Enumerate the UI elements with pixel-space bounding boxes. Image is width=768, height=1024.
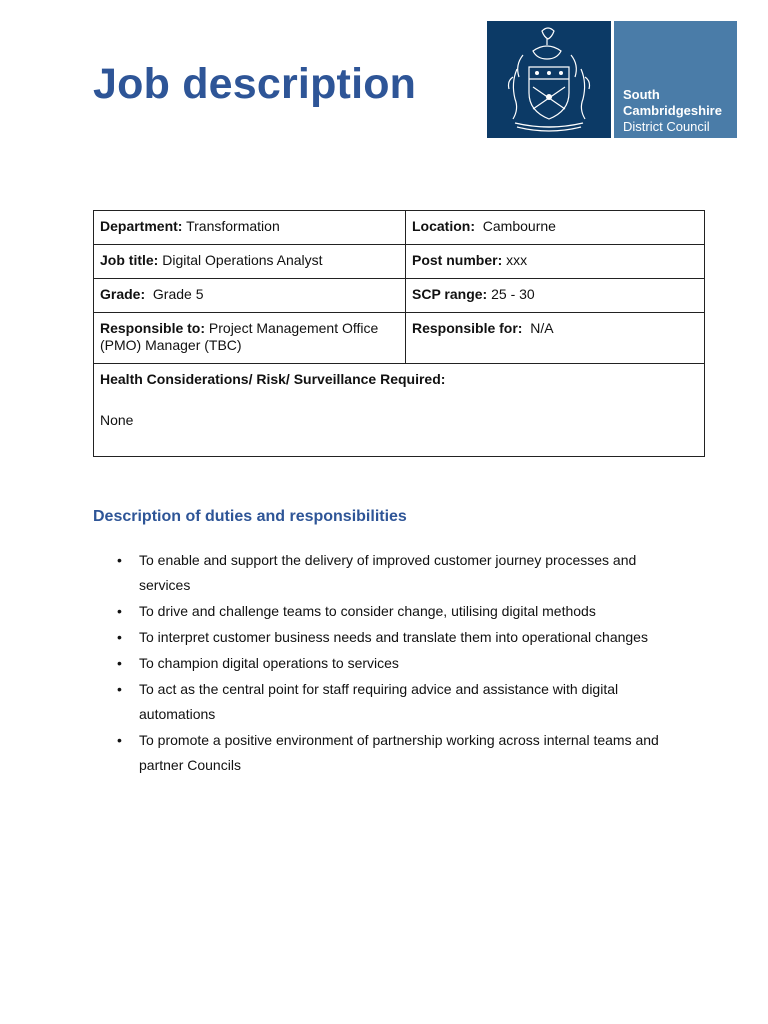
list-item: • To enable and support the delivery of improved customer journey processes and services <box>117 548 687 598</box>
list-item: • To interpret customer business needs and translate them into operational changes <box>117 625 687 650</box>
department-value: Transformation <box>186 218 280 234</box>
health-considerations-value: None <box>100 412 134 428</box>
council-name-line3: District Council <box>623 119 710 134</box>
location-cell <box>406 211 705 245</box>
council-crest-logo <box>487 21 611 138</box>
responsible-to-value: Project Management Office (PMO) Manager (TBC) <box>100 320 379 353</box>
post-number-cell <box>406 245 705 279</box>
department-cell <box>94 211 406 245</box>
list-item: • To champion digital operations to services <box>117 651 687 676</box>
responsible-for-value: N/A <box>530 320 554 336</box>
duties-heading: Description of duties and responsibilities <box>93 508 407 525</box>
job-details-table <box>93 210 705 457</box>
responsible-to-label: Responsible to: <box>100 320 206 336</box>
council-name-line2: Cambridgeshire <box>623 103 722 118</box>
list-item: • To promote a positive environment of partnership working across internal teams and partner Councils <box>117 728 687 778</box>
list-item: • To act as the central point for staff requiring advice and assistance with digital automations <box>117 677 687 727</box>
responsible-to-cell <box>94 313 406 364</box>
post-number-label: Post number: <box>412 252 503 268</box>
scp-range-cell <box>406 279 705 313</box>
job-title-cell <box>94 245 406 279</box>
council-name-panel <box>614 21 737 138</box>
grade-value: Grade 5 <box>152 286 204 302</box>
responsible-for-label: Responsible for: <box>412 320 523 336</box>
job-title-value: Digital Operations Analyst <box>162 252 323 268</box>
council-name-line1: South <box>623 87 660 102</box>
crest-icon <box>487 21 611 138</box>
duties-list <box>117 548 687 779</box>
location-value: Cambourne <box>482 218 556 234</box>
grade-label: Grade: <box>100 286 146 302</box>
responsible-for-cell <box>406 313 705 364</box>
post-number-value: xxx <box>506 252 528 268</box>
health-considerations-label: Health Considerations/ Risk/ Surveillance Required: <box>100 371 446 387</box>
list-item: • To drive and challenge teams to consider change, utilising digital methods <box>117 599 687 624</box>
department-label: Department: <box>100 218 183 234</box>
scp-range-label: SCP range: <box>412 286 488 302</box>
health-considerations-cell <box>94 364 705 457</box>
job-title-label: Job title: <box>100 252 159 268</box>
page-title: Job description <box>93 60 417 108</box>
scp-range-value: 25 - 30 <box>491 286 535 302</box>
location-label: Location: <box>412 218 475 234</box>
grade-cell <box>94 279 406 313</box>
